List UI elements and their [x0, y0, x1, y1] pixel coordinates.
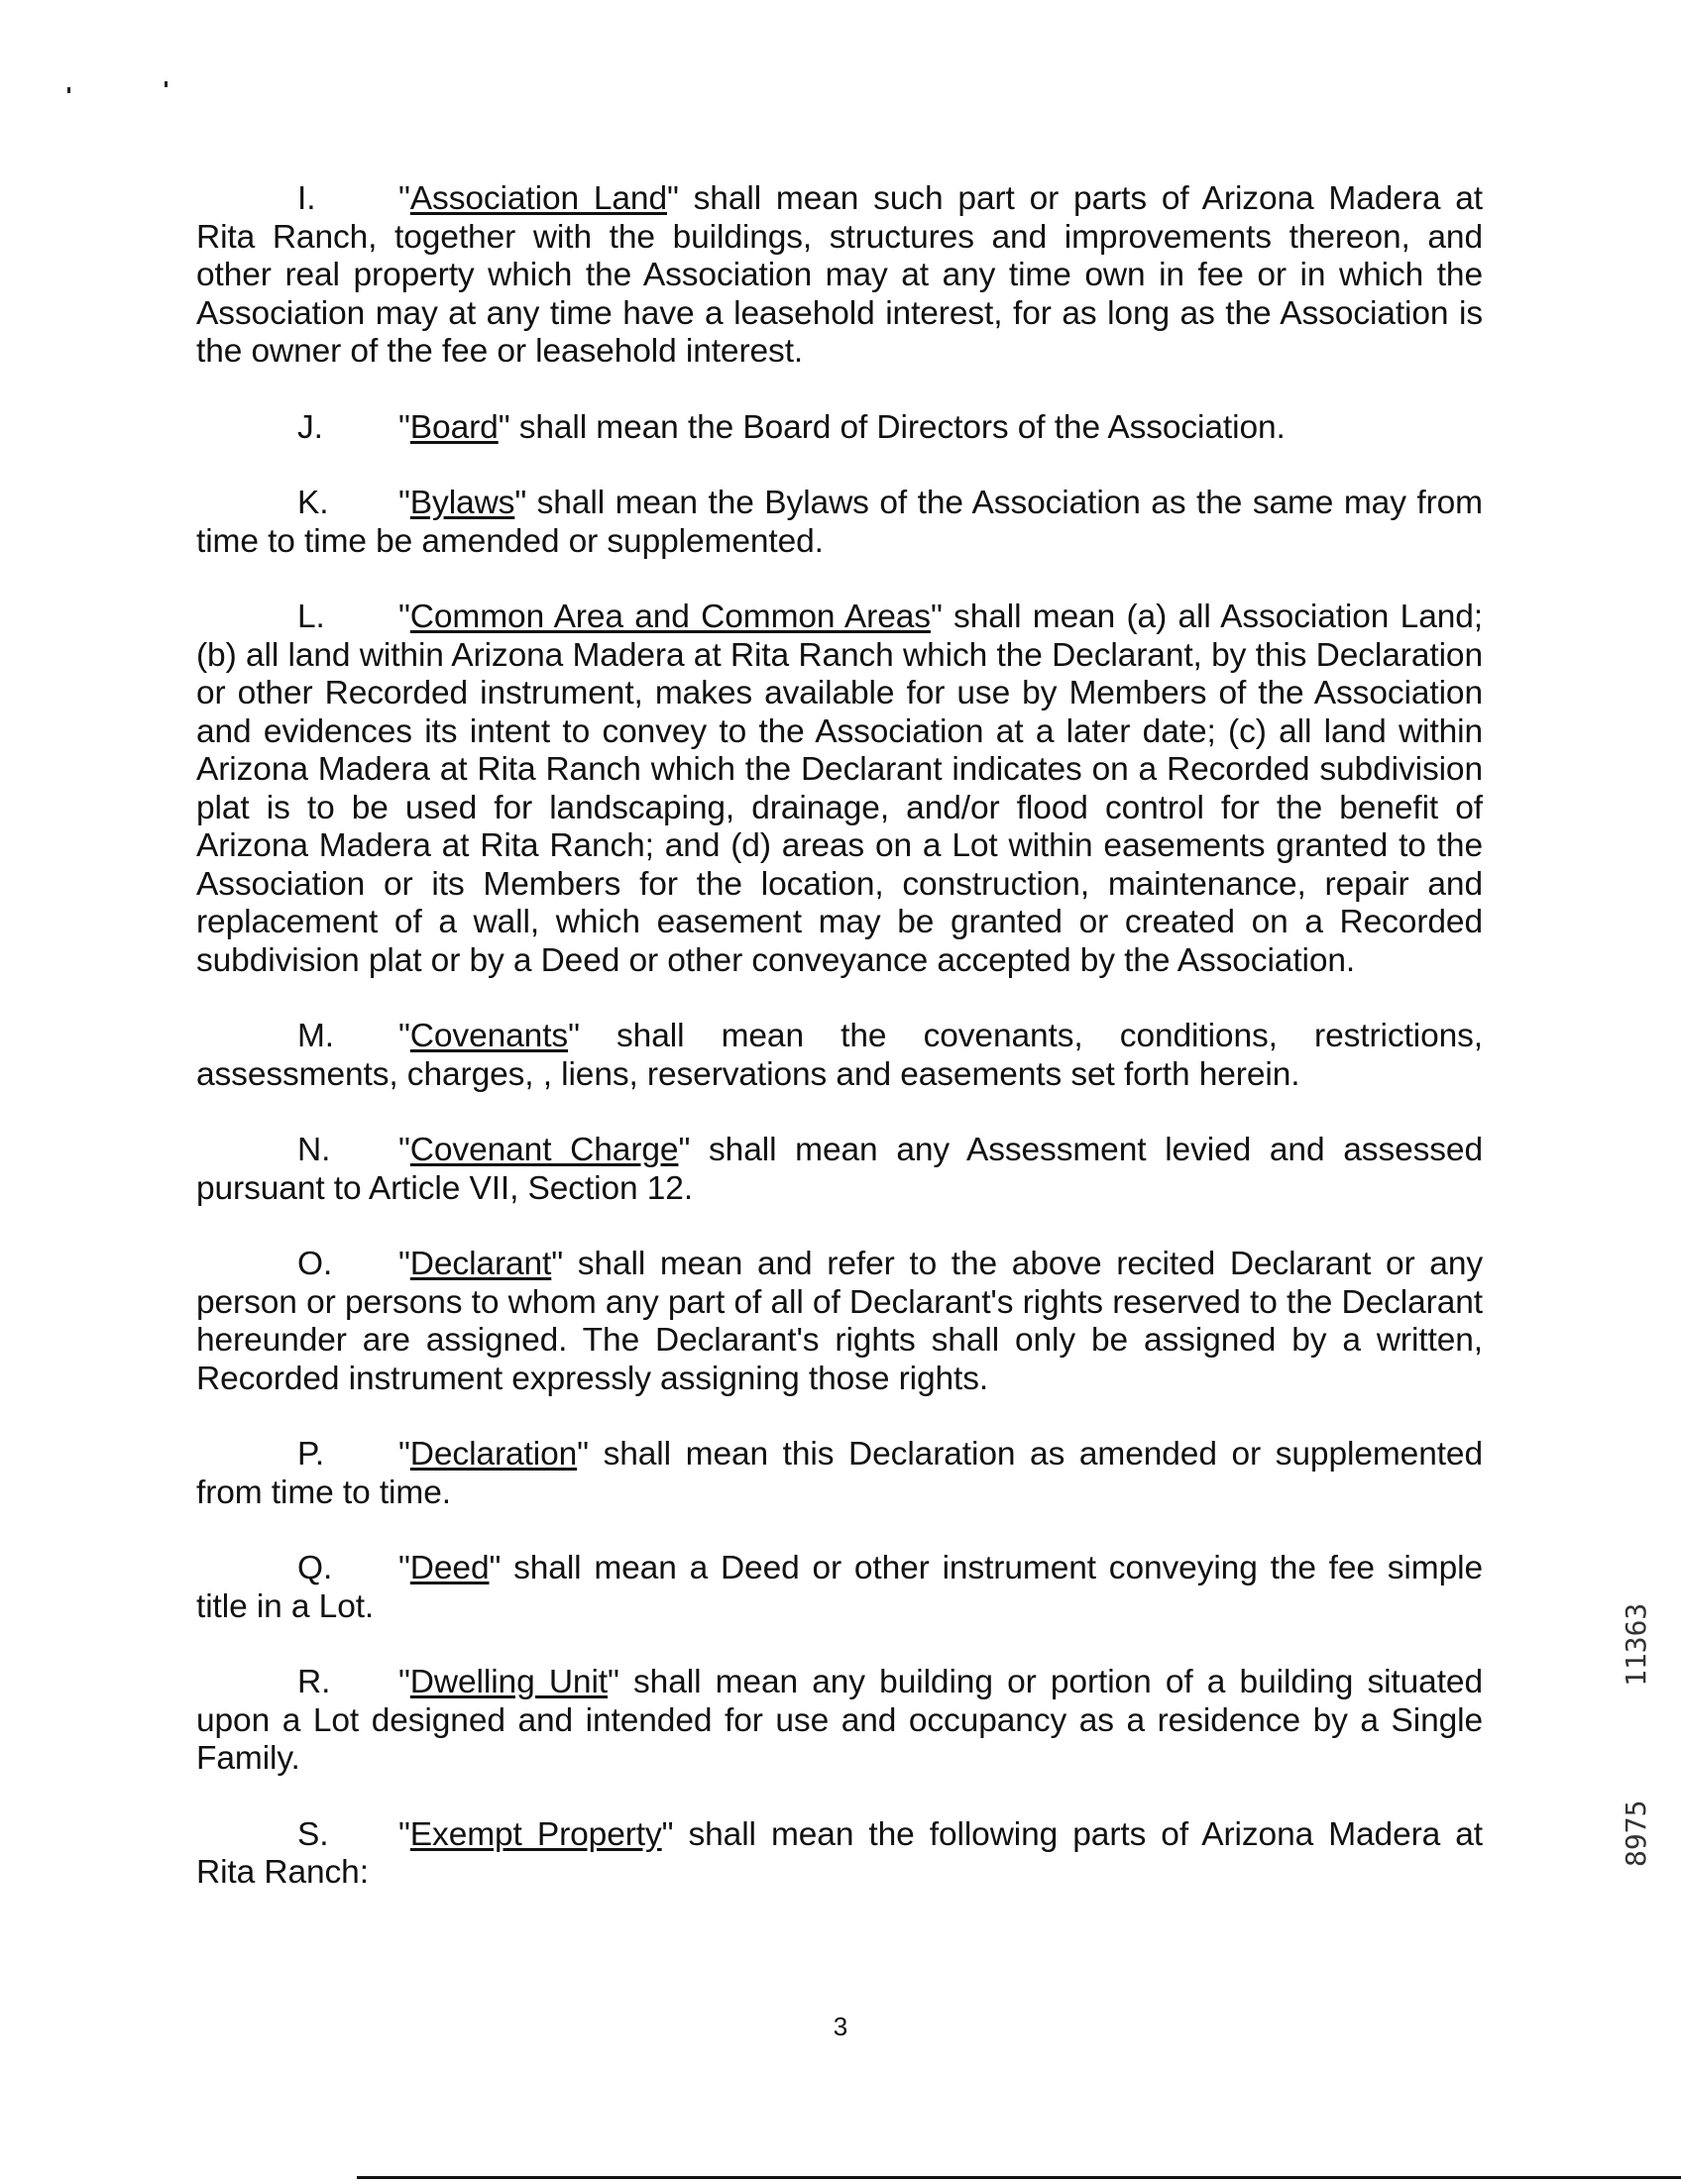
defined-term: Dwelling Unit — [409, 1664, 608, 1700]
definition-text: " shall mean (a) all Association Land; (b) all land within Arizona Madera at Rita Ranch which the Declarant, by this Declaration or other Recorded instrument, makes available for use by Members of the Association and evidences its intent to convey to the Association at a later date; (c) all land within Arizona Madera at Rita Ranch which the Declarant indicates on a Recorded subdivision plat is to be used for landscaping, drainage, and/or flood control for the benefit of Arizona Madera at Rita Ranch; and (d) areas on a Lot within easements granted to the Association or its Members for the location, construction, maintenance, repair and replacement of a wall, which easement may be granted or created on a Recorded subdivision plat or by a Deed or other conveyance accepted by the Association. — [196, 599, 1483, 979]
definition-text: " shall mean a Deed or other instrument conveying the fee simple title in a Lot. — [196, 1550, 1483, 1625]
paragraph-letter: J. — [297, 408, 323, 446]
scan-speck — [165, 81, 168, 87]
defined-term: Bylaws — [409, 485, 515, 521]
paragraph-letter: Q. — [297, 1550, 333, 1586]
paragraph-letter: M. — [297, 1018, 335, 1054]
definition-paragraph: S. "Exempt Property" shall mean the following parts of Arizona Madera at Rita Ranch: — [196, 1815, 1483, 1891]
recording-stamp-bottom: 8975 — [1620, 1800, 1652, 1867]
defined-term: Exempt Property — [409, 1815, 662, 1853]
definition-paragraph: Q. "Deed" shall mean a Deed or other instrument conveying the fee simple title in a Lot. — [196, 1550, 1483, 1625]
paragraph-letter: K. — [297, 485, 329, 521]
definition-paragraph: I. "Association Land" shall mean such part or parts of Arizona Madera at Rita Ranch, together with the buildings, structures and improvements thereon, and other real property which the Association may at any time own in fee or in which the Association may at any time have a leasehold interest, for as long as the Association is the owner of the fee or leasehold interest. — [196, 180, 1483, 370]
paragraph-letter: N. — [297, 1132, 331, 1168]
defined-term: Covenant Charge — [409, 1132, 679, 1168]
definition-text: " shall mean and refer to the above recited Declarant or any person or persons to whom any part of all of Declarant's rights reserved to the Declarant hereunder are assigned. The Declarant's rights shall only be assigned by a written, Recorded instrument expressly assigning those rights. — [196, 1246, 1483, 1397]
definition-text: " shall mean this Declaration as amended or supplemented from time to time. — [196, 1436, 1483, 1511]
recording-stamp-top: 11363 — [1620, 1602, 1652, 1688]
definition-paragraph: L. "Common Area and Common Areas" shall mean (a) all Association Land; (b) all land within Arizona Madera at Rita Ranch which the Declarant, by this Declaration or other Recorded instrument, makes available for use by Members of the Association and evidences its intent to convey to the Association at a later date; (c) all land within Arizona Madera at Rita Ranch which the Declarant indicates on a Recorded subdivision plat is to be used for landscaping, drainage, and/or flood control for the benefit of Arizona Madera at Rita Ranch; and (d) areas on a Lot within easements granted to the Association or its Members for the location, construction, maintenance, repair and replacement of a wall, which easement may be granted or created on a Recorded subdivision plat or by a Deed or other conveyance accepted by the Association. — [196, 599, 1483, 979]
definition-paragraph: N. "Covenant Charge" shall mean any Assessment levied and assessed pursuant to Article VII, Section 12. — [196, 1132, 1483, 1207]
paragraph-letter: O. — [297, 1246, 333, 1282]
definition-paragraph: M. "Covenants" shall mean the covenants, conditions, restrictions, assessments, charges, , liens, reservations and easements set forth herein. — [196, 1018, 1483, 1093]
defined-term: Declaration — [409, 1436, 578, 1473]
definition-paragraph: J. "Board" shall mean the Board of Directors of the Association. — [297, 408, 1286, 446]
definition-paragraph: P. "Declaration" shall mean this Declaration as amended or supplemented from time to time. — [196, 1436, 1483, 1511]
definition-paragraph: O. "Declarant" shall mean and refer to the above recited Declarant or any person or persons to whom any part of all of Declarant's rights reserved to the Declarant hereunder are assigned. The Declarant's rights shall only be assigned by a written, Recorded instrument expressly assigning those rights. — [196, 1246, 1483, 1397]
definition-text: " shall mean any Assessment levied and assessed pursuant to Article VII, Section 12. — [196, 1132, 1483, 1207]
definitions-body — [196, 180, 1483, 1930]
definition-text: " shall mean the Board of Directors of the Association. — [498, 408, 1286, 446]
paragraph-letter: L. — [297, 599, 325, 635]
defined-term: Declarant — [409, 1246, 552, 1282]
definition-paragraph: K. "Bylaws" shall mean the Bylaws of the Association as the same may from time to time be amended or supplemented. — [196, 485, 1483, 560]
paragraph-letter: S. — [297, 1815, 329, 1853]
defined-term: Covenants — [409, 1018, 569, 1054]
definition-paragraph: R. "Dwelling Unit" shall mean any building or portion of a building situated upon a Lot designed and intended for use and occupancy as a residence by a Single Family. — [196, 1664, 1483, 1777]
definition-text: " shall mean the covenants, conditions, restrictions, assessments, charges, , liens, reservations and easements set forth herein. — [196, 1018, 1483, 1093]
page-number: 3 — [833, 2012, 848, 2041]
definition-text: " shall mean any building or portion of a building situated upon a Lot designed and intended for use and occupancy as a residence by a Single Family. — [196, 1664, 1483, 1777]
definition-text: " shall mean the Bylaws of the Association as the same may from time to time be amended or supplemented. — [196, 485, 1483, 560]
defined-term: Board — [409, 408, 499, 446]
paragraph-letter: P. — [297, 1436, 325, 1473]
scan-speck — [67, 87, 70, 93]
defined-term: Association Land — [409, 180, 667, 217]
paragraph-letter: I. — [297, 180, 316, 217]
definition-text: " shall mean such part or parts of Arizona Madera at Rita Ranch, together with the buildings, structures and improvements thereon, and other real property which the Association may at any time own in fee or in which the Association may at any time have a leasehold interest, for as long as the Association is the owner of the fee or leasehold interest. — [196, 180, 1483, 370]
scan-edge-line — [357, 2176, 1681, 2179]
paragraph-letter: R. — [297, 1664, 331, 1700]
defined-term: Deed — [409, 1550, 490, 1586]
definition-text: " shall mean the following parts of Arizona Madera at Rita Ranch: — [196, 1815, 1483, 1891]
defined-term: Common Area and Common Areas — [409, 599, 931, 635]
